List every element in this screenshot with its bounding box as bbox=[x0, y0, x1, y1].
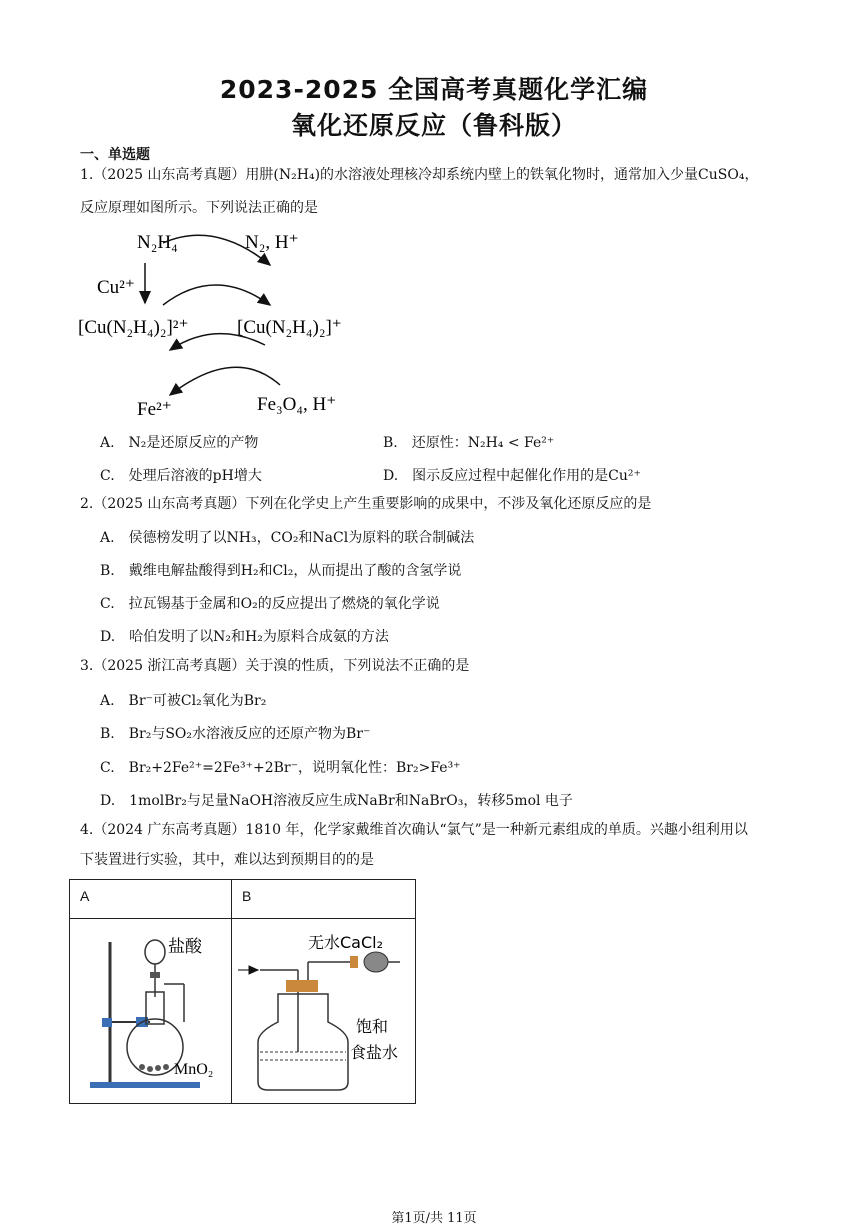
diagram-fe2: Fe²⁺ bbox=[137, 399, 172, 420]
diagram-complex-1plus: [Cu(N₂H₄)₂]⁺ bbox=[237, 317, 342, 338]
q1-reaction-diagram bbox=[75, 225, 375, 425]
doc-title-line1: 2023-2025 全国高考真题化学汇编 bbox=[219, 75, 649, 104]
diagram-n2h4: N₂H₄ bbox=[137, 232, 178, 253]
q2-option-d: D. 哈伯发明了以N₂和H₂为原料合成氨的方法 bbox=[100, 629, 389, 645]
apparatus-a-illustration bbox=[80, 922, 228, 1098]
table-header-a: A bbox=[80, 888, 90, 904]
arrow-bottom-left bbox=[170, 367, 280, 395]
q1-stem-line2: 反应原理如图所示。下列说法正确的是 bbox=[80, 200, 318, 216]
apparatus-b-illustration bbox=[238, 922, 410, 1098]
diagram-fe3o4: Fe₃O₄, H⁺ bbox=[257, 394, 337, 415]
q4-apparatus-table bbox=[69, 879, 416, 1104]
label-saturated: 饱和 bbox=[356, 1017, 389, 1036]
label-cacl2: 无水CaCl₂ bbox=[308, 933, 384, 952]
label-brine: 食盐水 bbox=[350, 1043, 399, 1062]
diagram-n2-h: N₂, H⁺ bbox=[245, 232, 299, 253]
label-mno2: MnO₂ bbox=[174, 1061, 214, 1078]
q1-stem-line1: 1.（2025 山东高考真题）用肼(N₂H₄)的水溶液处理核冷却系统内壁上的铁氧化物时，通常加入少量CuSO₄， bbox=[80, 167, 759, 183]
q2-stem: 2.（2025 山东高考真题）下列在化学史上产生重要影响的成果中，不涉及氧化还原反应的是 bbox=[80, 496, 652, 512]
q3-option-d: D. 1molBr₂与足量NaOH溶液反应生成NaBr和NaBrO₃，转移5mol 电子 bbox=[100, 793, 573, 809]
diagram-complex-2plus: [Cu(N₂H₄)₂]²⁺ bbox=[78, 317, 189, 338]
q3-option-a: A. Br⁻可被Cl₂氧化为Br₂ bbox=[100, 693, 267, 709]
page-number: 第1页/共 11页 bbox=[391, 1211, 477, 1226]
q3-option-c: C. Br₂+2Fe²⁺=2Fe³⁺+2Br⁻，说明氧化性：Br₂>Fe³⁺ bbox=[100, 760, 461, 776]
q1-option-a: A. N₂是还原反应的产物 bbox=[100, 435, 259, 451]
diagram-cu2: Cu²⁺ bbox=[97, 277, 135, 298]
table-header-b: B bbox=[242, 888, 252, 904]
section-heading: 一、单选题 bbox=[80, 147, 150, 163]
label-hcl: 盐酸 bbox=[168, 937, 202, 957]
q2-option-a: A. 侯德榜发明了以NH₃，CO₂和NaCl为原料的联合制碱法 bbox=[100, 530, 475, 546]
doc-title-line2: 氧化还原反应（鲁科版） bbox=[290, 111, 577, 140]
q3-option-b: B. Br₂与SO₂水溶液反应的还原产物为Br⁻ bbox=[100, 726, 371, 742]
q2-option-b: B. 戴维电解盐酸得到H₂和Cl₂，从而提出了酸的含氢学说 bbox=[100, 563, 462, 579]
q1-option-d: D. 图示反应过程中起催化作用的是Cu²⁺ bbox=[383, 468, 641, 484]
table-divider-h bbox=[70, 918, 415, 919]
q4-stem-line1: 4.（2024 广东高考真题）1810 年，化学家戴维首次确认“氯气”是一种新元素组成的单质。兴趣小组利用以 bbox=[80, 822, 748, 838]
q2-option-c: C. 拉瓦锡基于金属和O₂的反应提出了燃烧的氧化学说 bbox=[100, 596, 440, 612]
arrow-mid-right bbox=[163, 285, 270, 305]
table-divider-v bbox=[231, 880, 232, 1103]
q3-stem: 3.（2025 浙江高考真题）关于溴的性质，下列说法不正确的是 bbox=[80, 658, 470, 674]
q1-option-c: C. 处理后溶液的pH增大 bbox=[100, 468, 262, 484]
q4-stem-line2: 下装置进行实验，其中，难以达到预期目的的是 bbox=[80, 852, 374, 868]
q1-option-b: B. 还原性：N₂H₄ < Fe²⁺ bbox=[383, 435, 555, 451]
